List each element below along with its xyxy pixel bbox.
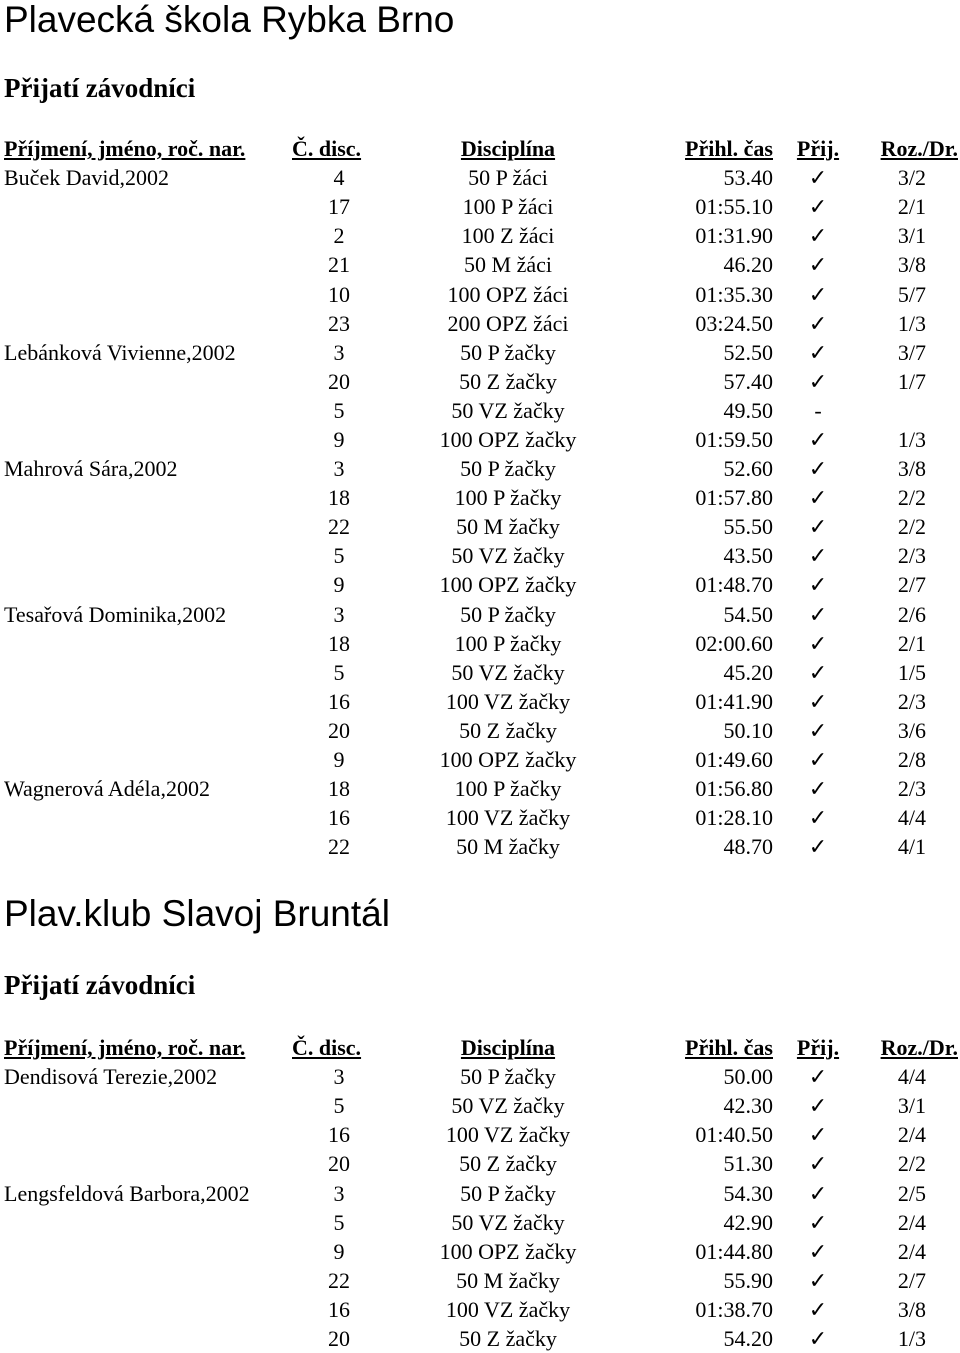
- swimmer-name: Dendisová Terezie,2002: [4, 1064, 218, 1090]
- accepted-check-icon: ✓: [808, 339, 828, 365]
- heat-lane: 2/3: [897, 776, 926, 802]
- swimmer-name: [0, 1237, 292, 1266]
- entry-time: 01:40.50: [695, 1122, 773, 1148]
- table-body: [0, 163, 960, 861]
- results-table: [0, 1033, 960, 1353]
- heat-lane: 1/7: [897, 368, 926, 394]
- heat-lane: 2/7: [897, 1267, 926, 1293]
- table-row: [0, 425, 960, 454]
- column-header-entry-time: Přihl. čas: [685, 136, 773, 162]
- column-header-heat-lane: Roz./Dr.: [880, 136, 958, 162]
- column-header-entry-time: Přihl. čas: [685, 1035, 773, 1061]
- swimmer-name: [0, 1324, 292, 1353]
- accepted-check-icon: ✓: [808, 805, 828, 831]
- accepted-check-icon: ✓: [808, 601, 828, 627]
- column-header-disc-no: Č. disc.: [292, 136, 362, 162]
- discipline-number: 9: [333, 1238, 345, 1264]
- swimmer-name: [0, 745, 292, 774]
- heat-lane: 2/1: [897, 630, 926, 656]
- entry-time: 52.60: [723, 456, 773, 482]
- heat-lane: 4/4: [897, 1064, 926, 1090]
- table-row: [0, 1091, 960, 1120]
- entry-time: 57.40: [723, 368, 773, 394]
- discipline-number: 9: [333, 426, 345, 452]
- entry-time: 01:48.70: [695, 572, 773, 598]
- heat-lane: 2/5: [897, 1180, 926, 1206]
- accepted-check-icon: ✓: [808, 1093, 828, 1119]
- entry-time: 49.50: [723, 397, 773, 423]
- discipline-number: 18: [328, 485, 350, 511]
- accepted-check-icon: ✓: [808, 1296, 828, 1322]
- accepted-check-icon: ✓: [808, 1122, 828, 1148]
- accepted-check-icon: ✓: [808, 281, 828, 307]
- discipline-name: 50 VZ žačky: [451, 1209, 565, 1235]
- column-header-heat-lane: Roz./Dr.: [880, 1035, 958, 1061]
- discipline-name: 100 Z žáci: [461, 223, 555, 249]
- heat-lane: 3/8: [897, 1296, 926, 1322]
- discipline-number: 3: [333, 456, 345, 482]
- discipline-number: 20: [328, 368, 350, 394]
- discipline-number: 3: [333, 1064, 345, 1090]
- swimmer-name: [0, 541, 292, 570]
- table-row: [0, 716, 960, 745]
- table-row: [0, 1120, 960, 1149]
- entry-time: 01:38.70: [695, 1296, 773, 1322]
- table-row: [0, 163, 960, 192]
- discipline-number: 21: [328, 252, 350, 278]
- discipline-name: 100 OPZ žáci: [447, 281, 569, 307]
- table-row: [0, 512, 960, 541]
- heat-lane: 5/7: [897, 281, 926, 307]
- heat-lane: 1/3: [897, 426, 926, 452]
- column-header-disc-no: Č. disc.: [292, 1035, 362, 1061]
- entry-time: 02:00.60: [695, 630, 773, 656]
- heat-lane: 2/4: [897, 1122, 926, 1148]
- heat-lane: 3/8: [897, 252, 926, 278]
- table-row: [0, 309, 960, 338]
- heat-lane: 2/3: [897, 543, 926, 569]
- discipline-name: 100 OPZ žačky: [439, 426, 577, 452]
- swimmer-name: Lebánková Vivienne,2002: [4, 339, 236, 365]
- accepted-check-icon: ✓: [808, 688, 828, 714]
- entry-time: 50.10: [723, 717, 773, 743]
- entry-time: 54.30: [723, 1180, 773, 1206]
- table-row: [0, 250, 960, 279]
- swimmer-name: [0, 1120, 292, 1149]
- column-header-name: Příjmení, jméno, roč. nar.: [4, 136, 246, 162]
- discipline-number: 16: [328, 688, 350, 714]
- swimmer-name: [0, 396, 292, 425]
- results-table: [0, 134, 960, 861]
- table-row: [0, 1237, 960, 1266]
- discipline-name: 50 P žačky: [460, 456, 556, 482]
- heat-lane: 3/1: [897, 1093, 926, 1119]
- table-row: [0, 629, 960, 658]
- swimmer-name: [0, 629, 292, 658]
- discipline-name: 100 P žačky: [454, 630, 562, 656]
- heat-lane: 4/4: [897, 805, 926, 831]
- table-row: [0, 1062, 960, 1091]
- accepted-check-icon: ✓: [808, 368, 828, 394]
- heat-lane: 3/2: [897, 165, 926, 191]
- swimmer-name: Lengsfeldová Barbora,2002: [4, 1180, 250, 1206]
- discipline-number: 5: [333, 1093, 345, 1119]
- entry-time: 01:55.10: [695, 194, 773, 220]
- swimmer-name: [0, 1091, 292, 1120]
- accepted-check-icon: ✓: [808, 485, 828, 511]
- heat-lane: 2/2: [897, 1151, 926, 1177]
- accepted-check-icon: ✓: [808, 834, 828, 860]
- table-row: [0, 338, 960, 367]
- heat-lane: 2/2: [897, 514, 926, 540]
- accepted-check-icon: ✓: [808, 572, 828, 598]
- entry-time: 42.90: [723, 1209, 773, 1235]
- accepted-check-icon: ✓: [808, 194, 828, 220]
- table-header-row: [0, 1033, 960, 1062]
- swimmer-name: [0, 687, 292, 716]
- discipline-number: 22: [328, 514, 350, 540]
- discipline-name: 100 P žačky: [454, 485, 562, 511]
- accepted-check-icon: ✓: [808, 1064, 828, 1090]
- table-row: [0, 687, 960, 716]
- heat-lane: 2/1: [897, 194, 926, 220]
- accepted-check-icon: ✓: [808, 543, 828, 569]
- table-row: [0, 541, 960, 570]
- heat-lane: 2/7: [897, 572, 926, 598]
- accepted-check-icon: ✓: [808, 630, 828, 656]
- discipline-name: 50 Z žačky: [459, 368, 557, 394]
- swimmer-name: [0, 1295, 292, 1324]
- table-row: [0, 600, 960, 629]
- accepted-check-icon: ✓: [808, 310, 828, 336]
- entry-time: 01:31.90: [695, 223, 773, 249]
- entry-time: 54.20: [723, 1325, 773, 1351]
- discipline-name: 50 P žačky: [460, 1180, 556, 1206]
- column-header-accepted: Přij.: [796, 136, 840, 162]
- column-header-accepted: Přij.: [796, 1035, 840, 1061]
- table-row: [0, 1178, 960, 1207]
- column-header-discipline: Disciplína: [460, 136, 556, 162]
- discipline-name: 50 P žačky: [460, 339, 556, 365]
- swimmer-name: [0, 250, 292, 279]
- swimmer-name: Tesařová Dominika,2002: [4, 601, 227, 627]
- discipline-name: 100 VZ žačky: [445, 1296, 571, 1322]
- discipline-number: 18: [328, 630, 350, 656]
- swimmer-name: [0, 716, 292, 745]
- heat-lane: 4/1: [897, 834, 926, 860]
- column-header-discipline: Disciplína: [460, 1035, 556, 1061]
- heat-lane: 1/3: [897, 1325, 926, 1351]
- accepted-check-icon: ✓: [808, 1180, 828, 1206]
- heat-lane: 2/3: [897, 688, 926, 714]
- accepted-check-icon: ✓: [808, 514, 828, 540]
- table-row: [0, 774, 960, 803]
- table-row: [0, 367, 960, 396]
- accepted-check-icon: ✓: [808, 456, 828, 482]
- discipline-number: 5: [333, 659, 345, 685]
- discipline-name: 100 P žáci: [462, 194, 554, 220]
- swimmer-name: [0, 570, 292, 599]
- entry-time: 42.30: [723, 1093, 773, 1119]
- table-row: [0, 570, 960, 599]
- table-row: [0, 396, 960, 425]
- discipline-name: 50 VZ žačky: [451, 543, 565, 569]
- heat-lane: 2/4: [897, 1209, 926, 1235]
- discipline-name: 100 OPZ žačky: [439, 572, 577, 598]
- swimmer-name: [0, 1149, 292, 1178]
- discipline-name: 50 Z žačky: [459, 717, 557, 743]
- entry-time: 50.00: [723, 1064, 773, 1090]
- discipline-name: 200 OPZ žáci: [447, 310, 569, 336]
- accepted-check-icon: ✓: [808, 165, 828, 191]
- discipline-name: 100 VZ žačky: [445, 688, 571, 714]
- table-row: [0, 192, 960, 221]
- entry-time: 54.50: [723, 601, 773, 627]
- discipline-name: 50 P žáci: [468, 165, 548, 191]
- table-row: [0, 1208, 960, 1237]
- entry-time: 01:56.80: [695, 776, 773, 802]
- heat-lane: 2/4: [897, 1238, 926, 1264]
- column-header-name: Příjmení, jméno, roč. nar.: [4, 1035, 246, 1061]
- discipline-name: 50 Z žačky: [459, 1151, 557, 1177]
- entry-time: 01:41.90: [695, 688, 773, 714]
- heat-lane: [863, 396, 960, 425]
- discipline-number: 5: [333, 1209, 345, 1235]
- heat-lane: 1/5: [897, 659, 926, 685]
- heat-lane: 3/7: [897, 339, 926, 365]
- discipline-number: 16: [328, 1296, 350, 1322]
- discipline-name: 100 OPZ žačky: [439, 747, 577, 773]
- accepted-check-icon: ✓: [808, 1325, 828, 1351]
- entry-time: 01:35.30: [695, 281, 773, 307]
- discipline-name: 50 VZ žačky: [451, 659, 565, 685]
- accepted-check-icon: ✓: [808, 1209, 828, 1235]
- discipline-name: 100 VZ žačky: [445, 1122, 571, 1148]
- swimmer-name: [0, 1208, 292, 1237]
- swimmer-name: [0, 367, 292, 396]
- club-title: Plavecká škola Rybka Brno: [4, 0, 455, 40]
- swimmer-name: [0, 483, 292, 512]
- discipline-name: 50 M žačky: [456, 1267, 560, 1293]
- entry-time: 01:59.50: [695, 426, 773, 452]
- entry-time: 51.30: [723, 1151, 773, 1177]
- discipline-number: 23: [328, 310, 350, 336]
- accepted-check-icon: ✓: [808, 717, 828, 743]
- table-row: [0, 803, 960, 832]
- club-title: Plav.klub Slavoj Bruntál: [4, 893, 390, 934]
- accepted-check-icon: ✓: [808, 776, 828, 802]
- heat-lane: 2/6: [897, 601, 926, 627]
- discipline-number: 18: [328, 776, 350, 802]
- discipline-number: 20: [328, 1151, 350, 1177]
- discipline-number: 2: [333, 223, 345, 249]
- discipline-number: 5: [333, 397, 345, 423]
- table-row: [0, 658, 960, 687]
- table-row: [0, 221, 960, 250]
- entry-time: 46.20: [723, 252, 773, 278]
- discipline-number: 9: [333, 747, 345, 773]
- accepted-check-icon: ✓: [808, 1151, 828, 1177]
- entry-time: 01:57.80: [695, 485, 773, 511]
- table-row: [0, 745, 960, 774]
- swimmer-name: [0, 658, 292, 687]
- entry-time: 48.70: [723, 834, 773, 860]
- accepted-check-icon: -: [814, 397, 822, 423]
- table-body: [0, 1062, 960, 1353]
- discipline-number: 16: [328, 805, 350, 831]
- discipline-number: 22: [328, 1267, 350, 1293]
- accepted-check-icon: ✓: [808, 252, 828, 278]
- discipline-name: 100 P žačky: [454, 776, 562, 802]
- swimmer-name: [0, 1266, 292, 1295]
- entry-time: 52.50: [723, 339, 773, 365]
- entry-time: 01:49.60: [695, 747, 773, 773]
- swimmer-name: [0, 192, 292, 221]
- swimmer-name: [0, 279, 292, 308]
- heat-lane: 1/3: [897, 310, 926, 336]
- accepted-check-icon: ✓: [808, 659, 828, 685]
- section-title: Přijatí závodníci: [4, 73, 196, 103]
- swimmer-name: Buček David,2002: [4, 165, 169, 191]
- heat-lane: 3/1: [897, 223, 926, 249]
- table-row: [0, 279, 960, 308]
- swimmer-name: [0, 803, 292, 832]
- table-row: [0, 1295, 960, 1324]
- swimmer-name: Wagnerová Adéla,2002: [4, 776, 210, 802]
- discipline-number: 10: [328, 281, 350, 307]
- table-header-row: [0, 134, 960, 163]
- accepted-check-icon: ✓: [808, 1267, 828, 1293]
- discipline-number: 3: [333, 601, 345, 627]
- table-row: [0, 483, 960, 512]
- discipline-number: 20: [328, 1325, 350, 1351]
- accepted-check-icon: ✓: [808, 747, 828, 773]
- discipline-name: 50 Z žačky: [459, 1325, 557, 1351]
- heat-lane: 2/8: [897, 747, 926, 773]
- entry-time: 55.50: [723, 514, 773, 540]
- discipline-name: 100 VZ žačky: [445, 805, 571, 831]
- swimmer-name: [0, 221, 292, 250]
- entry-time: 01:44.80: [695, 1238, 773, 1264]
- entry-time: 53.40: [723, 165, 773, 191]
- discipline-number: 22: [328, 834, 350, 860]
- discipline-number: 5: [333, 543, 345, 569]
- table-row: [0, 1266, 960, 1295]
- discipline-number: 17: [328, 194, 350, 220]
- accepted-check-icon: ✓: [808, 426, 828, 452]
- discipline-name: 100 OPZ žačky: [439, 1238, 577, 1264]
- discipline-number: 20: [328, 717, 350, 743]
- swimmer-name: [0, 309, 292, 338]
- discipline-name: 50 VZ žačky: [451, 1093, 565, 1119]
- entry-time: 03:24.50: [695, 310, 773, 336]
- discipline-name: 50 P žačky: [460, 601, 556, 627]
- entry-time: 01:28.10: [695, 805, 773, 831]
- table-row: [0, 1149, 960, 1178]
- heat-lane: 3/6: [897, 717, 926, 743]
- accepted-check-icon: ✓: [808, 1238, 828, 1264]
- table-row: [0, 454, 960, 483]
- entry-time: 43.50: [723, 543, 773, 569]
- entry-time: 55.90: [723, 1267, 773, 1293]
- discipline-name: 50 M žačky: [456, 834, 560, 860]
- swimmer-name: [0, 425, 292, 454]
- entry-time: 45.20: [723, 659, 773, 685]
- discipline-number: 9: [333, 572, 345, 598]
- discipline-name: 50 M žačky: [456, 514, 560, 540]
- discipline-number: 3: [333, 339, 345, 365]
- section-title: Přijatí závodníci: [4, 970, 196, 1000]
- discipline-name: 50 P žačky: [460, 1064, 556, 1090]
- heat-lane: 3/8: [897, 456, 926, 482]
- accepted-check-icon: ✓: [808, 223, 828, 249]
- discipline-name: 50 VZ žačky: [451, 397, 565, 423]
- table-row: [0, 1324, 960, 1353]
- discipline-number: 4: [333, 165, 345, 191]
- heat-lane: 2/2: [897, 485, 926, 511]
- discipline-number: 3: [333, 1180, 345, 1206]
- discipline-name: 50 M žáci: [464, 252, 552, 278]
- discipline-number: 16: [328, 1122, 350, 1148]
- swimmer-name: [0, 512, 292, 541]
- swimmer-name: Mahrová Sára,2002: [4, 456, 178, 482]
- table-row: [0, 832, 960, 861]
- swimmer-name: [0, 832, 292, 861]
